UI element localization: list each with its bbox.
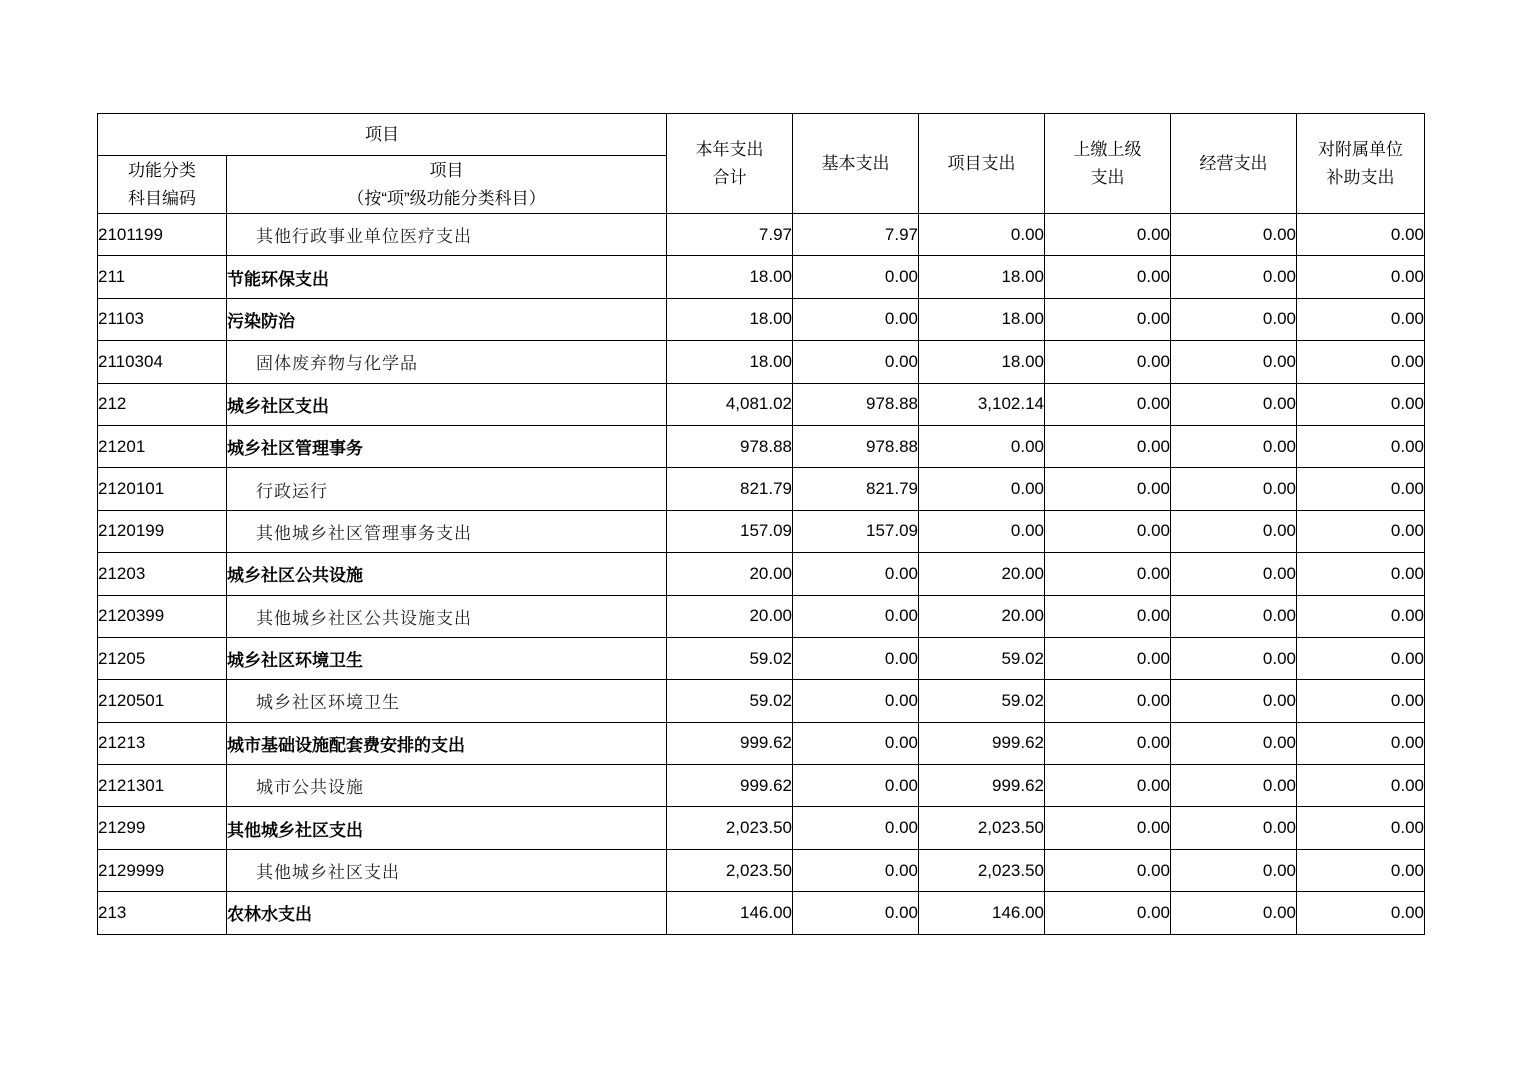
cell-project: 999.62 [919, 765, 1045, 807]
cell-project: 0.00 [919, 425, 1045, 467]
header-subsidy-line1: 对附属单位 [1318, 139, 1403, 159]
table-row [98, 722, 1425, 764]
cell-subsidy: 0.00 [1297, 256, 1425, 298]
cell-project: 18.00 [919, 256, 1045, 298]
header-total-line2: 合计 [712, 167, 747, 187]
cell-name: 污染防治 [227, 298, 667, 340]
cell-upper: 0.00 [1045, 849, 1171, 891]
cell-operating: 0.00 [1171, 892, 1297, 934]
cell-subsidy: 0.00 [1297, 553, 1425, 595]
cell-project: 2,023.50 [919, 849, 1045, 891]
cell-total: 59.02 [667, 680, 793, 722]
cell-operating: 0.00 [1171, 722, 1297, 764]
cell-code: 2121301 [98, 765, 227, 807]
cell-project: 0.00 [919, 468, 1045, 510]
cell-upper: 0.00 [1045, 256, 1171, 298]
cell-total: 18.00 [667, 256, 793, 298]
cell-total: 59.02 [667, 637, 793, 679]
header-xiangmu: 项目 [98, 114, 667, 156]
cell-code: 21103 [98, 298, 227, 340]
cell-code: 21213 [98, 722, 227, 764]
table-row [98, 892, 1425, 934]
cell-code: 2120399 [98, 595, 227, 637]
cell-name: 城市公共设施 [227, 765, 667, 807]
cell-operating: 0.00 [1171, 637, 1297, 679]
cell-project: 146.00 [919, 892, 1045, 934]
table-row [98, 680, 1425, 722]
cell-upper: 0.00 [1045, 680, 1171, 722]
cell-operating: 0.00 [1171, 553, 1297, 595]
cell-name: 城市基础设施配套费安排的支出 [227, 722, 667, 764]
cell-total: 999.62 [667, 722, 793, 764]
header-operating: 经营支出 [1171, 114, 1297, 214]
cell-operating: 0.00 [1171, 680, 1297, 722]
cell-upper: 0.00 [1045, 765, 1171, 807]
cell-name: 其他城乡社区支出 [227, 849, 667, 891]
cell-operating: 0.00 [1171, 256, 1297, 298]
cell-name: 其他城乡社区支出 [227, 807, 667, 849]
cell-name: 农林水支出 [227, 892, 667, 934]
header-upper-line1: 上缴上级 [1073, 139, 1142, 159]
cell-basic: 157.09 [793, 510, 919, 552]
cell-project: 20.00 [919, 595, 1045, 637]
header-name-line2: （按“项”级功能分类科目） [347, 188, 546, 208]
cell-total: 2,023.50 [667, 807, 793, 849]
header-name [227, 156, 667, 214]
cell-project: 59.02 [919, 680, 1045, 722]
table-row [98, 298, 1425, 340]
header-total-line1: 本年支出 [695, 139, 764, 159]
cell-total: 999.62 [667, 765, 793, 807]
cell-project: 0.00 [919, 510, 1045, 552]
cell-subsidy: 0.00 [1297, 341, 1425, 383]
cell-basic: 978.88 [793, 383, 919, 425]
table-row [98, 807, 1425, 849]
cell-operating: 0.00 [1171, 383, 1297, 425]
table-row [98, 637, 1425, 679]
table-row [98, 765, 1425, 807]
cell-subsidy: 0.00 [1297, 807, 1425, 849]
cell-name: 节能环保支出 [227, 256, 667, 298]
cell-subsidy: 0.00 [1297, 722, 1425, 764]
cell-subsidy: 0.00 [1297, 298, 1425, 340]
table-row [98, 468, 1425, 510]
cell-operating: 0.00 [1171, 298, 1297, 340]
cell-code: 211 [98, 256, 227, 298]
table-row [98, 510, 1425, 552]
cell-code: 2120199 [98, 510, 227, 552]
cell-upper: 0.00 [1045, 510, 1171, 552]
cell-project: 59.02 [919, 637, 1045, 679]
cell-subsidy: 0.00 [1297, 425, 1425, 467]
cell-basic: 0.00 [793, 341, 919, 383]
cell-code: 2120101 [98, 468, 227, 510]
table-row [98, 849, 1425, 891]
table-row [98, 553, 1425, 595]
cell-name: 城乡社区环境卫生 [227, 680, 667, 722]
cell-upper: 0.00 [1045, 468, 1171, 510]
cell-project: 3,102.14 [919, 383, 1045, 425]
budget-table [97, 113, 1425, 935]
cell-total: 157.09 [667, 510, 793, 552]
cell-project: 20.00 [919, 553, 1045, 595]
cell-total: 978.88 [667, 425, 793, 467]
table-row [98, 595, 1425, 637]
cell-name: 其他城乡社区公共设施支出 [227, 595, 667, 637]
cell-operating: 0.00 [1171, 341, 1297, 383]
cell-total: 20.00 [667, 595, 793, 637]
table-row [98, 383, 1425, 425]
cell-total: 18.00 [667, 298, 793, 340]
cell-total: 146.00 [667, 892, 793, 934]
cell-subsidy: 0.00 [1297, 849, 1425, 891]
cell-code: 21203 [98, 553, 227, 595]
cell-operating: 0.00 [1171, 595, 1297, 637]
cell-subsidy: 0.00 [1297, 468, 1425, 510]
table-body [98, 214, 1425, 935]
cell-project: 999.62 [919, 722, 1045, 764]
cell-upper: 0.00 [1045, 553, 1171, 595]
cell-subsidy: 0.00 [1297, 680, 1425, 722]
cell-project: 0.00 [919, 214, 1045, 256]
header-subsidy [1297, 114, 1425, 214]
table-row [98, 256, 1425, 298]
cell-total: 18.00 [667, 341, 793, 383]
cell-subsidy: 0.00 [1297, 214, 1425, 256]
cell-upper: 0.00 [1045, 595, 1171, 637]
table-row [98, 425, 1425, 467]
cell-code: 2110304 [98, 341, 227, 383]
cell-name: 其他城乡社区管理事务支出 [227, 510, 667, 552]
table-row [98, 341, 1425, 383]
header-name-line1: 项目 [429, 160, 464, 180]
cell-operating: 0.00 [1171, 214, 1297, 256]
cell-basic: 7.97 [793, 214, 919, 256]
cell-code: 21201 [98, 425, 227, 467]
cell-upper: 0.00 [1045, 341, 1171, 383]
cell-basic: 0.00 [793, 892, 919, 934]
cell-operating: 0.00 [1171, 765, 1297, 807]
cell-code: 2129999 [98, 849, 227, 891]
cell-basic: 0.00 [793, 765, 919, 807]
cell-basic: 0.00 [793, 256, 919, 298]
cell-name: 固体废弃物与化学品 [227, 341, 667, 383]
cell-upper: 0.00 [1045, 298, 1171, 340]
cell-project: 2,023.50 [919, 807, 1045, 849]
cell-upper: 0.00 [1045, 214, 1171, 256]
cell-upper: 0.00 [1045, 722, 1171, 764]
cell-total: 821.79 [667, 468, 793, 510]
cell-subsidy: 0.00 [1297, 892, 1425, 934]
cell-upper: 0.00 [1045, 807, 1171, 849]
cell-name: 城乡社区环境卫生 [227, 637, 667, 679]
cell-name: 城乡社区公共设施 [227, 553, 667, 595]
cell-operating: 0.00 [1171, 425, 1297, 467]
cell-basic: 0.00 [793, 553, 919, 595]
cell-name: 行政运行 [227, 468, 667, 510]
cell-name: 城乡社区管理事务 [227, 425, 667, 467]
cell-basic: 0.00 [793, 595, 919, 637]
header-code-line2: 科目编码 [128, 188, 196, 208]
cell-upper: 0.00 [1045, 892, 1171, 934]
header-basic: 基本支出 [793, 114, 919, 214]
cell-total: 4,081.02 [667, 383, 793, 425]
cell-operating: 0.00 [1171, 468, 1297, 510]
cell-total: 20.00 [667, 553, 793, 595]
cell-name: 城乡社区支出 [227, 383, 667, 425]
cell-operating: 0.00 [1171, 849, 1297, 891]
cell-subsidy: 0.00 [1297, 510, 1425, 552]
cell-basic: 978.88 [793, 425, 919, 467]
cell-project: 18.00 [919, 298, 1045, 340]
cell-operating: 0.00 [1171, 510, 1297, 552]
cell-upper: 0.00 [1045, 383, 1171, 425]
cell-code: 213 [98, 892, 227, 934]
cell-code: 21205 [98, 637, 227, 679]
table-row [98, 214, 1425, 256]
header-project: 项目支出 [919, 114, 1045, 214]
cell-basic: 0.00 [793, 298, 919, 340]
cell-basic: 0.00 [793, 722, 919, 764]
cell-basic: 0.00 [793, 807, 919, 849]
cell-basic: 821.79 [793, 468, 919, 510]
header-subsidy-line2: 补助支出 [1326, 167, 1395, 187]
cell-project: 18.00 [919, 341, 1045, 383]
cell-basic: 0.00 [793, 680, 919, 722]
cell-upper: 0.00 [1045, 637, 1171, 679]
cell-basic: 0.00 [793, 849, 919, 891]
header-total [667, 114, 793, 214]
header-row-top [98, 114, 1425, 156]
cell-subsidy: 0.00 [1297, 383, 1425, 425]
cell-name: 其他行政事业单位医疗支出 [227, 214, 667, 256]
cell-code: 212 [98, 383, 227, 425]
cell-operating: 0.00 [1171, 807, 1297, 849]
cell-code: 2101199 [98, 214, 227, 256]
cell-basic: 0.00 [793, 637, 919, 679]
cell-subsidy: 0.00 [1297, 637, 1425, 679]
cell-code: 2120501 [98, 680, 227, 722]
cell-upper: 0.00 [1045, 425, 1171, 467]
cell-subsidy: 0.00 [1297, 595, 1425, 637]
cell-total: 2,023.50 [667, 849, 793, 891]
header-upper [1045, 114, 1171, 214]
cell-subsidy: 0.00 [1297, 765, 1425, 807]
cell-total: 7.97 [667, 214, 793, 256]
header-upper-line2: 支出 [1090, 167, 1125, 187]
header-code [98, 156, 227, 214]
header-code-line1: 功能分类 [128, 160, 196, 180]
cell-code: 21299 [98, 807, 227, 849]
